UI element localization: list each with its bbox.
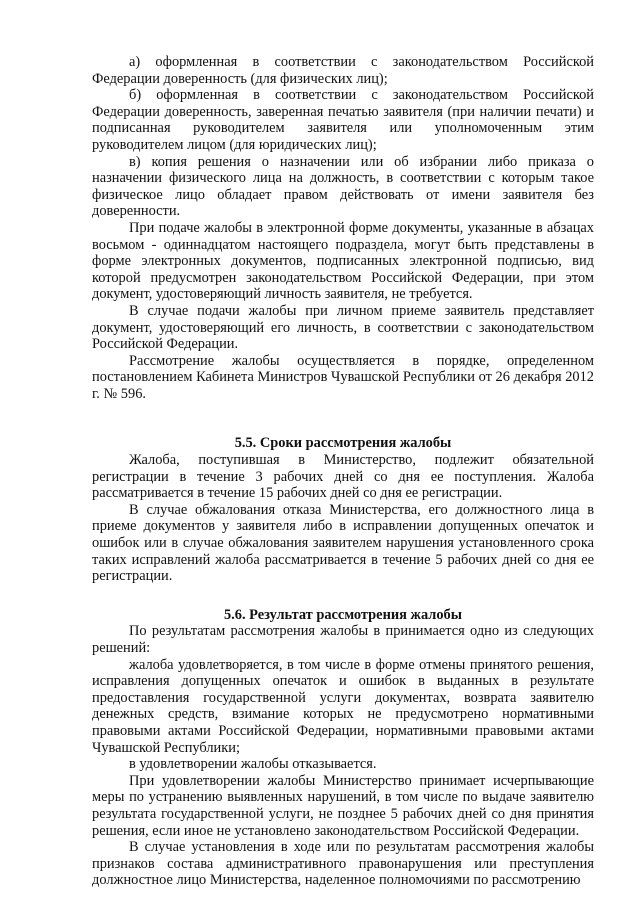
section-spacer [92, 402, 594, 435]
section-title-review-result: 5.6. Результат рассмотрения жалобы [223, 606, 462, 623]
paragraph-power-of-attorney-individuals: а) оформленная в соответствии с законодательством Российской Федерации доверенность (для физических лиц); [92, 54, 594, 87]
paragraph-refusal-appeal-term: В случае обжалования отказа Министерства, его должностного лица в приеме документов у заявителя либо в исправлении допущенных опечаток и ошибок или в случае обжалования заявителем нарушения установленного срока таких исправлений жалоба рассматривается в течение 5 рабочих дней со дня ее регистрации. [92, 501, 594, 585]
document-page [92, 54, 594, 889]
section-title-review-terms: 5.5. Сроки рассмотрения жалобы [234, 435, 452, 452]
paragraph-complaint-rejected: в удовлетворении жалобы отказывается. [129, 756, 377, 773]
paragraph-electronic-complaint: При подаче жалобы в электронной форме документы, указанные в абзацах восьмом - одиннадцатом настоящего подраздела, могут быть представлены в форме электронных документов, подписанных электронной подписью, вид которой предусмотрен законодательством Российской Федерации, при этом документ, удостоверяющий личность заявителя, не требуется. [92, 219, 594, 303]
paragraph-registration-term: Жалоба, поступившая в Министерство, подлежит обязательной регистрации в течение 3 рабочих дней со дня ее поступления. Жалоба рассматривается в течение 15 рабочих дней со дня ее регистрации. [92, 452, 594, 502]
section-spacer [92, 585, 594, 607]
paragraph-remedial-measures: При удовлетворении жалобы Министерство принимает исчерпывающие меры по устранению выявленных нарушений, в том числе по выдаче заявителю результата государственной услуги, не позднее 5 рабочих дней со дня принятия решения, если иное не установлено законодательством Российской Федерации. [92, 772, 594, 839]
paragraph-complaint-satisfied: жалоба удовлетворяется, в том числе в форме отмены принятого решения, исправления допущенных опечаток и ошибок в выданных в результате предоставления государственной услуги документах, возврата заявителю денежных средств, взимание которых не предусмотрено нормативными правовыми актами Российской Федерации, нормативными правовыми актами Чувашской Республики; [92, 656, 594, 756]
paragraph-review-procedure: Рассмотрение жалобы осуществляется в порядке, определенном постановлением Кабинета Министров Чувашской Республики от 26 декабря 2012 г. № 596. [92, 352, 594, 402]
paragraph-power-of-attorney-legal-entities: б) оформленная в соответствии с законодательством Российской Федерации доверенность, заверенная печатью заявителя (при наличии печати) и подписанная руководителем заявителя или уполномоченным этим руководителем лицом (для юридических лиц); [92, 87, 594, 153]
paragraph-appointment-decision-copy: в) копия решения о назначении или об избрании либо приказа о назначении физического лица на должность, в соответствии с которым такое физическое лицо обладает правом действовать от имени заявителя без доверенности. [92, 153, 594, 220]
paragraph-personal-reception: В случае подачи жалобы при личном приеме заявитель представляет документ, удостоверяющий его личность, в соответствии с законодательством Российской Федерации. [92, 302, 594, 353]
paragraph-offense-signs: В случае установления в ходе или по результатам рассмотрения жалобы признаков состава административного правонарушения или преступления должностное лицо Министерства, наделенное полномочиями по рассмотрению [92, 839, 594, 889]
paragraph-decision-options: По результатам рассмотрения жалобы в принимается одно из следующих решений: [92, 623, 594, 656]
